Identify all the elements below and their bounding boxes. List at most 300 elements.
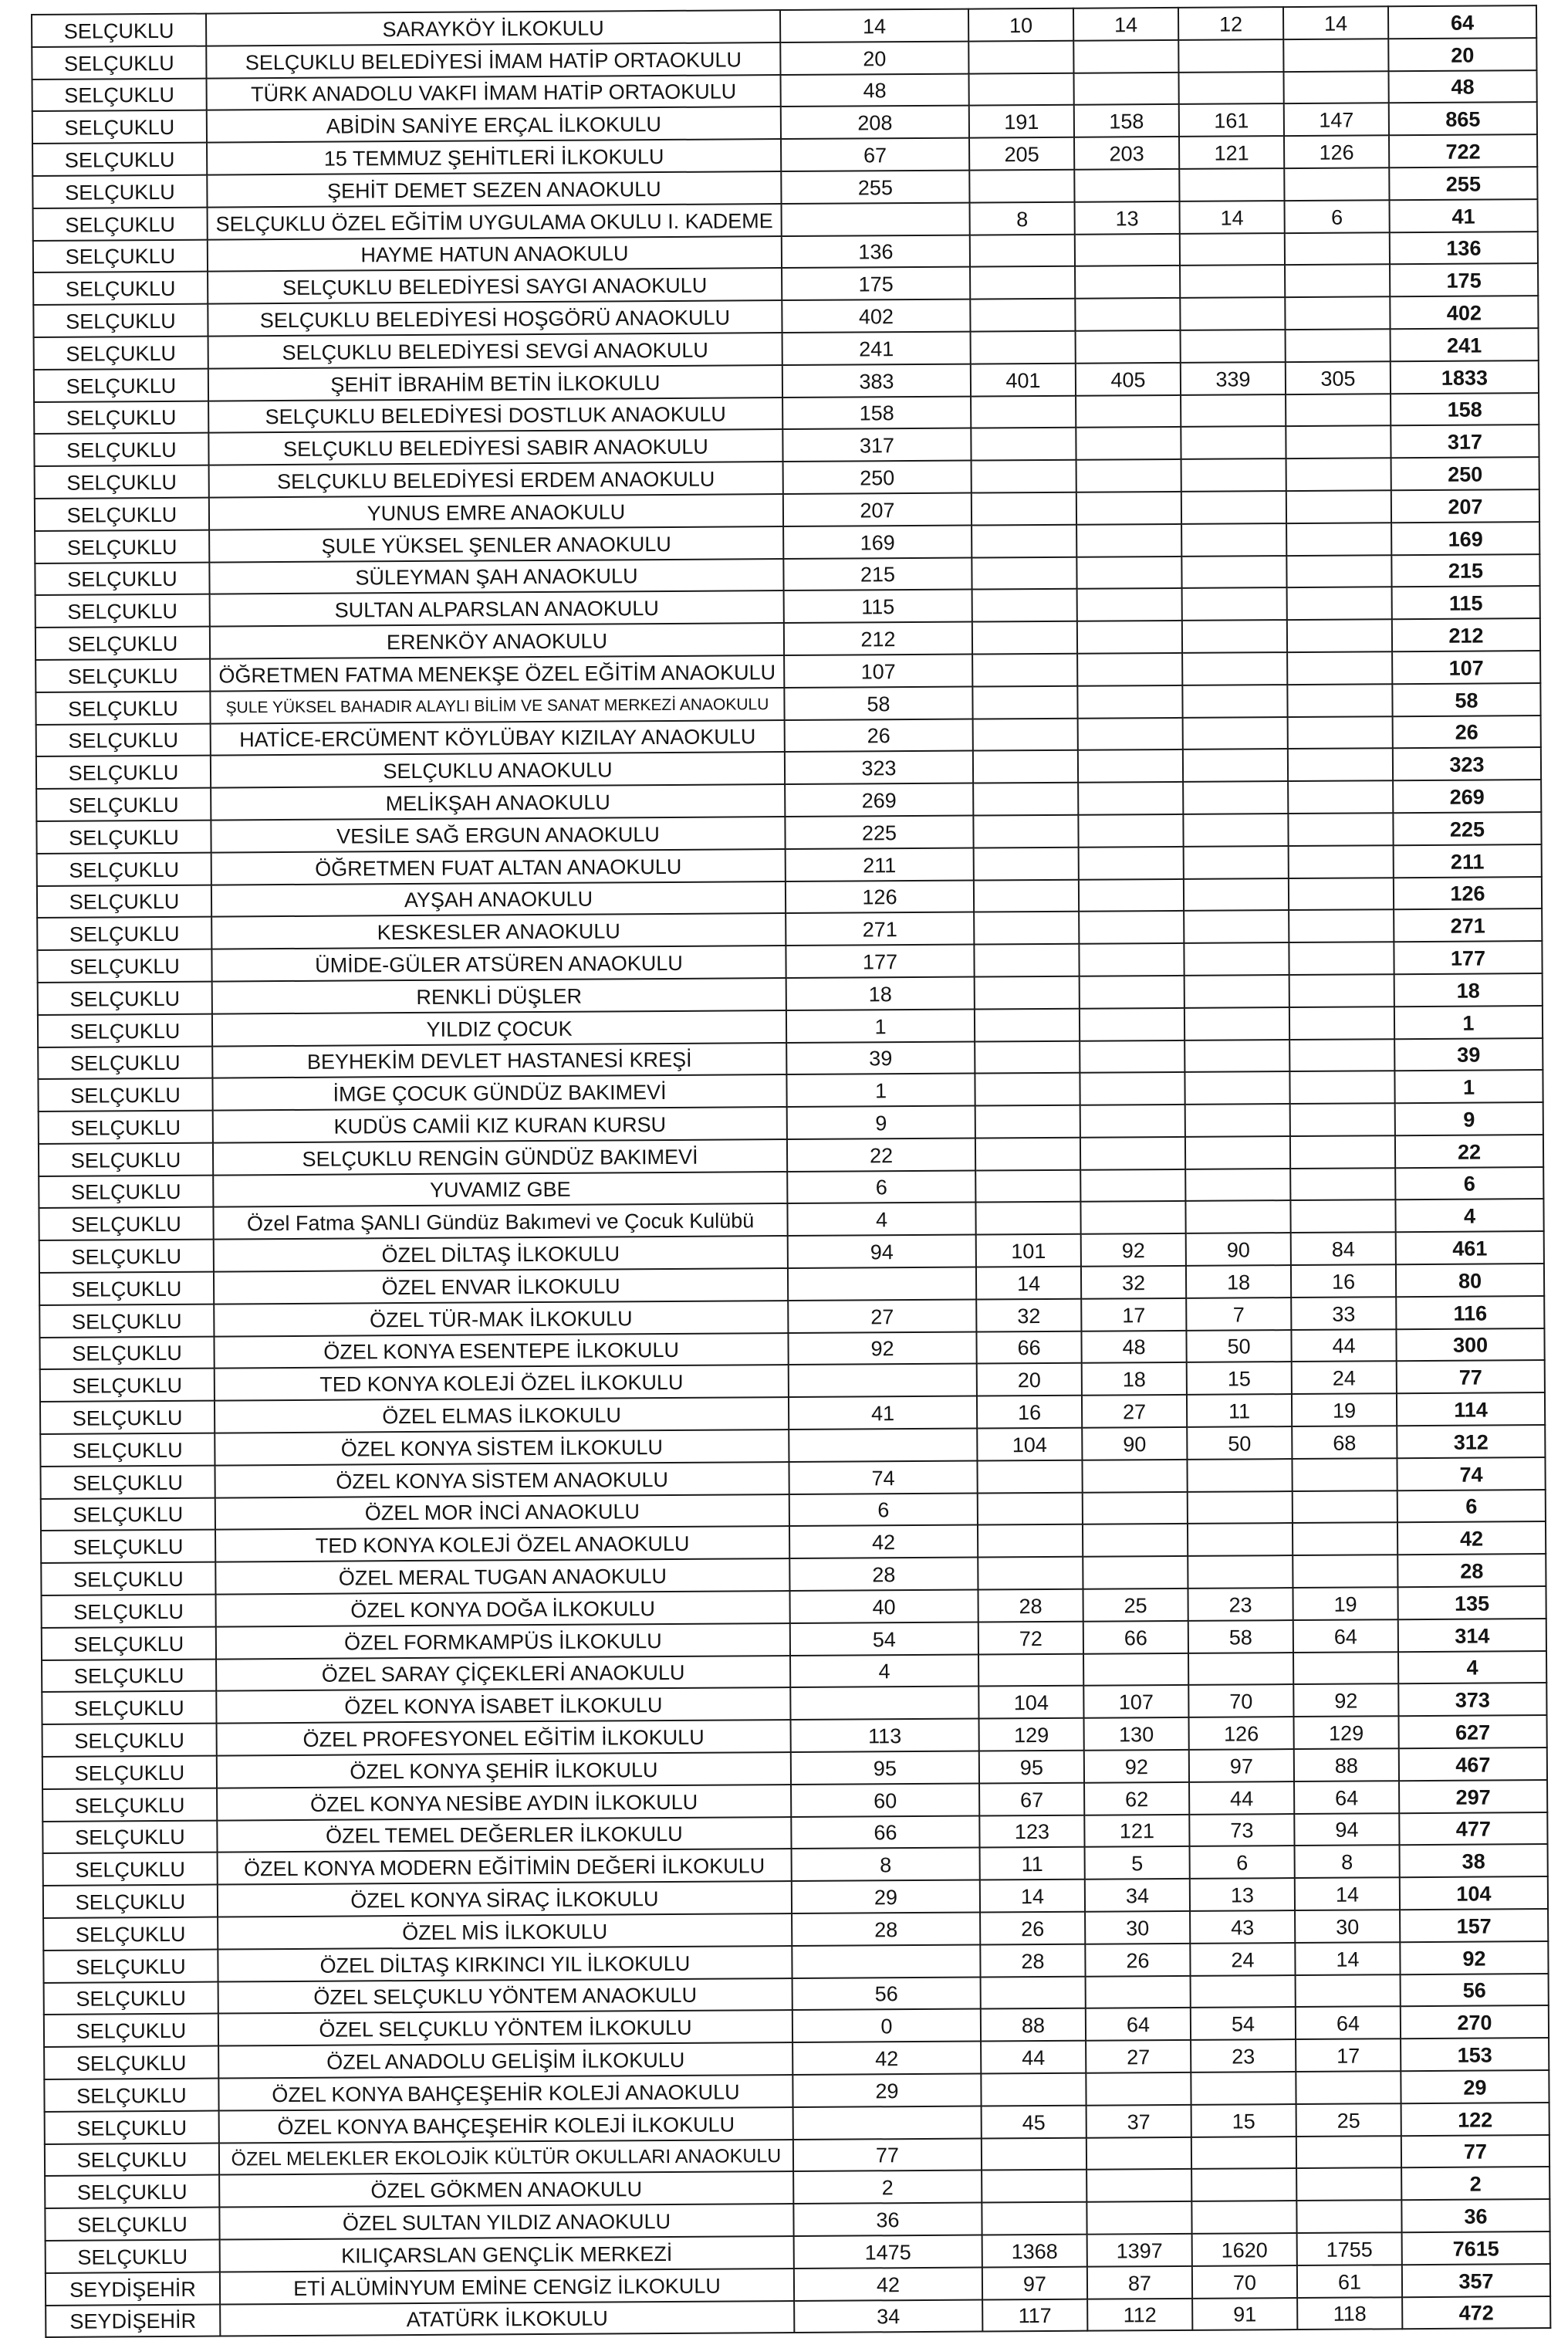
count-cell: 58: [784, 686, 972, 719]
school-name-cell: ÖZEL ELMAS İLKOKULU: [215, 1397, 789, 1433]
count-cell: 22: [787, 1138, 975, 1171]
grade1-cell: 32: [976, 1299, 1081, 1332]
district-cell: SELÇUKLU: [40, 1433, 215, 1467]
school-name-cell: KESKESLER ANAOKULU: [211, 913, 786, 949]
school-name-cell: MELİKŞAH ANAOKULU: [211, 784, 785, 820]
grade3-cell: 11: [1187, 1394, 1292, 1427]
district-cell: SELÇUKLU: [36, 756, 211, 789]
count-cell: 39: [786, 1041, 975, 1074]
district-cell: SELÇUKLU: [43, 1852, 218, 1886]
grade4-cell: [1290, 1168, 1395, 1201]
district-cell: SELÇUKLU: [33, 272, 208, 305]
count-cell: 54: [790, 1622, 978, 1655]
grade2-cell: [1083, 1524, 1188, 1557]
grade2-cell: [1086, 2072, 1191, 2106]
grade2-cell: [1079, 911, 1184, 944]
grade4-cell: [1296, 2168, 1401, 2201]
grade3-cell: 18: [1186, 1265, 1291, 1298]
district-cell: SELÇUKLU: [35, 691, 210, 724]
school-name-cell: ÖZEL KONYA SİSTEM İLKOKULU: [215, 1430, 789, 1465]
grade2-cell: 66: [1083, 1621, 1188, 1654]
total-cell: 64: [1388, 5, 1536, 39]
grade4-cell: [1289, 1007, 1394, 1040]
grade1-cell: 11: [980, 1847, 1085, 1880]
grade3-cell: 14: [1180, 201, 1285, 234]
grade3-cell: [1181, 556, 1286, 589]
school-name-cell: KILIÇARSLAN GENÇLİK MERKEZİ: [220, 2236, 794, 2272]
grade3-cell: 70: [1192, 2265, 1297, 2299]
count-cell: 175: [782, 267, 970, 300]
grade4-cell: [1287, 587, 1392, 621]
total-cell: 270: [1401, 2005, 1549, 2039]
school-name-cell: SELÇUKLU ÖZEL EĞİTİM UYGULAMA OKULU I. KADEME: [208, 204, 782, 239]
grade2-cell: [1086, 2169, 1191, 2202]
grade3-cell: [1183, 717, 1288, 750]
school-name-cell: SARAYKÖY İLKOKULU: [206, 10, 780, 46]
total-cell: 7615: [1402, 2231, 1550, 2265]
grade2-cell: [1077, 621, 1182, 654]
total-cell: 477: [1399, 1812, 1547, 1846]
total-cell: 373: [1398, 1683, 1546, 1716]
count-cell: 41: [789, 1396, 977, 1430]
count-cell: 40: [789, 1590, 978, 1623]
school-name-cell: ÖZEL MELEKLER EKOLOJİK KÜLTÜR OKULLARI ANAOKULU: [219, 2140, 793, 2175]
school-name-cell: ÖZEL ANADOLU GELİŞİM İLKOKULU: [218, 2042, 792, 2078]
grade4-cell: [1292, 1458, 1397, 1491]
district-cell: SELÇUKLU: [41, 1562, 215, 1595]
school-name-cell: BEYHEKİM DEVLET HASTANESİ KREŞİ: [212, 1043, 786, 1078]
grade2-cell: 107: [1083, 1685, 1188, 1718]
total-cell: 461: [1396, 1231, 1544, 1264]
count-cell: 6: [787, 1170, 975, 1203]
school-name-cell: SELÇUKLU BELEDİYESİ HOŞGÖRÜ ANAOKULU: [208, 300, 782, 336]
grade4-cell: 16: [1291, 1264, 1396, 1298]
district-cell: SELÇUKLU: [38, 981, 212, 1014]
total-cell: 116: [1396, 1296, 1544, 1329]
school-name-cell: ŞULE YÜKSEL ŞENLER ANAOKULU: [209, 526, 783, 562]
total-cell: 627: [1399, 1715, 1547, 1748]
school-name-cell: ÖZEL KONYA ŞEHİR İLKOKULU: [217, 1752, 791, 1788]
grade3-cell: [1184, 1071, 1289, 1105]
grade4-cell: [1289, 845, 1394, 878]
grade3-cell: [1178, 39, 1283, 73]
district-cell: SELÇUKLU: [42, 1595, 216, 1628]
grade4-cell: [1293, 1523, 1397, 1556]
total-cell: 4: [1398, 1651, 1546, 1684]
total-cell: 153: [1401, 2038, 1549, 2071]
grade3-cell: 1620: [1192, 2233, 1297, 2266]
count-cell: 77: [793, 2138, 982, 2171]
total-cell: 4: [1395, 1199, 1543, 1233]
school-name-cell: ÖZEL KONYA SİRAÇ İLKOKULU: [218, 1881, 792, 1917]
district-cell: SEYDİŞEHİR: [46, 2304, 220, 2337]
count-cell: 225: [785, 815, 973, 848]
count-cell: 6: [789, 1493, 978, 1526]
count-cell: 1: [786, 1009, 975, 1042]
grade3-cell: [1181, 426, 1286, 459]
grade4-cell: 305: [1286, 361, 1391, 394]
grade1-cell: [970, 299, 1075, 332]
grade4-cell: [1286, 555, 1391, 588]
school-name-cell: TED KONYA KOLEJİ ÖZEL ANAOKULU: [215, 1526, 789, 1561]
grade4-cell: [1296, 1974, 1401, 2008]
grade3-cell: [1184, 1040, 1289, 1073]
grade2-cell: 92: [1084, 1750, 1189, 1783]
district-cell: SELÇUKLU: [41, 1530, 215, 1563]
school-name-cell: ÖZEL TEMEL DEĞERLER İLKOKULU: [217, 1817, 791, 1852]
total-cell: 269: [1393, 780, 1541, 813]
count-cell: 27: [788, 1299, 976, 1332]
grade2-cell: [1083, 1556, 1188, 1589]
district-cell: SELÇUKLU: [37, 885, 211, 918]
grade2-cell: 14: [1073, 8, 1178, 41]
total-cell: 314: [1398, 1619, 1546, 1652]
grade1-cell: 14: [976, 1267, 1081, 1300]
grade3-cell: [1181, 458, 1286, 492]
grade1-cell: [978, 1524, 1083, 1558]
total-cell: 225: [1393, 812, 1541, 845]
grade4-cell: [1289, 1039, 1394, 1072]
district-cell: SELÇUKLU: [34, 433, 208, 466]
school-name-cell: ÖZEL SELÇUKLU YÖNTEM ANAOKULU: [218, 1978, 792, 2014]
district-cell: SELÇUKLU: [38, 1078, 212, 1111]
total-cell: 241: [1391, 328, 1539, 361]
grade3-cell: [1187, 1459, 1292, 1492]
total-cell: 6: [1395, 1167, 1543, 1200]
scanned-page: [31, 5, 1551, 2334]
grade1-cell: [975, 1105, 1080, 1139]
grade2-cell: [1077, 653, 1182, 686]
school-name-cell: SÜLEYMAN ŞAH ANAOKULU: [209, 559, 783, 594]
grade1-cell: [977, 1460, 1082, 1494]
grade3-cell: [1184, 878, 1289, 912]
total-cell: 136: [1390, 232, 1538, 265]
grade1-cell: [972, 460, 1076, 493]
grade2-cell: [1076, 492, 1181, 525]
count-cell: 60: [791, 1783, 979, 1816]
district-cell: SELÇUKLU: [34, 337, 208, 370]
count-cell: 126: [786, 880, 974, 913]
grade4-cell: 129: [1294, 1716, 1399, 1749]
grade4-cell: 61: [1297, 2265, 1402, 2298]
grade3-cell: [1180, 297, 1285, 330]
district-cell: SELÇUKLU: [32, 110, 207, 144]
grade3-cell: 23: [1188, 1588, 1293, 1621]
grade1-cell: [973, 750, 1078, 783]
total-cell: 1: [1394, 1006, 1543, 1039]
grade3-cell: [1188, 1491, 1293, 1524]
grade1-cell: [982, 2137, 1086, 2171]
grade4-cell: 1755: [1297, 2232, 1402, 2265]
school-name-cell: ÖZEL ENVAR İLKOKULU: [214, 1268, 788, 1304]
district-cell: SELÇUKLU: [35, 594, 210, 628]
school-name-cell: ÖZEL KONYA İSABET İLKOKULU: [216, 1687, 790, 1723]
grade2-cell: 25: [1083, 1589, 1188, 1622]
grade3-cell: 161: [1179, 103, 1284, 137]
count-cell: 107: [784, 654, 972, 687]
district-cell: SELÇUKLU: [38, 1013, 212, 1047]
school-name-cell: ÖĞRETMEN FATMA MENEKŞE ÖZEL EĞİTİM ANAOKULU: [210, 655, 784, 691]
total-cell: 271: [1394, 908, 1542, 942]
total-cell: 317: [1391, 425, 1539, 458]
grade3-cell: 97: [1189, 1749, 1294, 1782]
grade4-cell: [1286, 458, 1391, 491]
grade2-cell: [1082, 1460, 1187, 1493]
grade3-cell: [1191, 2072, 1296, 2105]
count-cell: [789, 1364, 977, 1397]
school-name-cell: ATATÜRK İLKOKULU: [220, 2301, 794, 2336]
district-cell: SELÇUKLU: [39, 1207, 213, 1240]
grade3-cell: 50: [1187, 1426, 1292, 1460]
district-cell: SELÇUKLU: [33, 304, 208, 337]
grade1-cell: 104: [977, 1428, 1082, 1461]
district-cell: SELÇUKLU: [43, 1949, 218, 1982]
count-cell: 95: [791, 1751, 979, 1785]
total-cell: 104: [1400, 1876, 1548, 1910]
grade3-cell: [1182, 652, 1287, 685]
grade3-cell: 7: [1186, 1298, 1291, 1331]
grade2-cell: 5: [1085, 1846, 1190, 1880]
grade4-cell: 64: [1296, 2007, 1401, 2040]
total-cell: 48: [1388, 70, 1536, 103]
district-cell: SELÇUKLU: [32, 143, 207, 176]
grade3-cell: 23: [1191, 2039, 1296, 2072]
grade1-cell: [975, 1040, 1080, 1074]
grade4-cell: [1293, 1490, 1397, 1524]
grade3-cell: [1188, 1524, 1293, 1557]
grade4-cell: 92: [1293, 1684, 1398, 1717]
school-name-cell: ÖZEL KONYA MODERN EĞİTİMİN DEĞERİ İLKOKULU: [218, 1849, 792, 1884]
district-cell: SELÇUKLU: [37, 949, 211, 983]
district-cell: SELÇUKLU: [38, 1046, 212, 1079]
grade2-cell: 13: [1075, 201, 1180, 235]
school-name-cell: TED KONYA KOLEJİ ÖZEL İLKOKULU: [215, 1365, 789, 1401]
grade2-cell: [1080, 1008, 1184, 1041]
grade1-cell: 104: [978, 1686, 1083, 1719]
grade2-cell: [1078, 782, 1183, 815]
grade3-cell: [1181, 330, 1286, 363]
district-cell: SELÇUKLU: [33, 239, 208, 272]
grade2-cell: 87: [1087, 2266, 1192, 2299]
count-cell: 115: [784, 590, 972, 623]
grade3-cell: [1184, 1007, 1289, 1040]
count-cell: 94: [788, 1235, 976, 1268]
grade3-cell: [1184, 910, 1289, 943]
grade1-cell: [982, 2170, 1086, 2203]
total-cell: 22: [1395, 1135, 1543, 1168]
grade2-cell: [1073, 73, 1178, 106]
grade1-cell: 67: [979, 1783, 1084, 1816]
school-name-cell: ÖZEL TÜR-MAK İLKOKULU: [214, 1301, 788, 1336]
grade2-cell: [1079, 943, 1184, 976]
count-cell: 9: [787, 1106, 975, 1139]
district-cell: SELÇUKLU: [42, 1659, 216, 1692]
total-cell: 38: [1400, 1844, 1548, 1877]
school-name-cell: SELÇUKLU BELEDİYESİ SEVGİ ANAOKULU: [208, 333, 782, 368]
grade3-cell: 13: [1190, 1878, 1295, 1911]
grade1-cell: 16: [977, 1396, 1082, 1429]
grade3-cell: 58: [1188, 1620, 1293, 1653]
count-cell: 317: [782, 428, 971, 462]
district-cell: SELÇUKLU: [32, 78, 207, 111]
school-name-cell: ÖĞRETMEN FUAT ALTAN ANAOKULU: [211, 849, 786, 885]
district-cell: SELÇUKLU: [39, 1111, 213, 1144]
grade4-cell: [1284, 167, 1389, 201]
school-name-cell: ÖZEL PROFESYONEL EĞİTİM İLKOKULU: [217, 1720, 791, 1755]
grade4-cell: 8: [1295, 1846, 1400, 1879]
district-cell: SELÇUKLU: [44, 2079, 218, 2112]
grade1-cell: [972, 557, 1076, 590]
grade3-cell: [1185, 1201, 1290, 1234]
grade2-cell: [1075, 233, 1180, 266]
grade1-cell: 14: [980, 1880, 1085, 1913]
district-cell: SELÇUKLU: [39, 1304, 214, 1337]
grade2-cell: [1073, 40, 1178, 73]
grade1-cell: 72: [978, 1622, 1083, 1655]
district-cell: SELÇUKLU: [45, 2208, 219, 2241]
district-cell: SELÇUKLU: [35, 659, 210, 692]
grade2-cell: [1080, 1201, 1185, 1234]
school-name-cell: YILDIZ ÇOCUK: [212, 1010, 786, 1046]
total-cell: 312: [1397, 1425, 1545, 1458]
count-cell: 177: [786, 945, 974, 978]
count-cell: [788, 1267, 976, 1301]
grade1-cell: [975, 1008, 1080, 1041]
table-body: [32, 5, 1550, 2337]
count-cell: [790, 1687, 978, 1720]
count-cell: 323: [785, 751, 973, 784]
school-name-cell: YUNUS EMRE ANAOKULU: [209, 494, 783, 530]
district-cell: SELÇUKLU: [42, 1820, 217, 1853]
total-cell: 175: [1390, 263, 1538, 296]
grade3-cell: 12: [1178, 7, 1283, 40]
grade3-cell: [1181, 491, 1286, 524]
count-cell: 113: [791, 1719, 979, 1752]
total-cell: 157: [1400, 1909, 1548, 1942]
count-cell: 42: [789, 1525, 978, 1558]
district-cell: SELÇUKLU: [45, 2175, 219, 2208]
school-name-cell: KUDÜS CAMİİ KIZ KURAN KURSU: [213, 1107, 787, 1142]
grade3-cell: [1180, 265, 1285, 298]
grade2-cell: [1083, 1653, 1188, 1687]
district-cell: SELÇUKLU: [43, 1917, 218, 1951]
total-cell: 323: [1393, 747, 1541, 780]
grade4-cell: [1293, 1555, 1397, 1588]
count-cell: 255: [781, 171, 969, 204]
grade2-cell: [1080, 1040, 1184, 1073]
district-cell: SELÇUKLU: [35, 627, 210, 660]
school-name-cell: TÜRK ANADOLU VAKFI İMAM HATİP ORTAOKULU: [207, 75, 781, 110]
total-cell: 1: [1394, 1070, 1543, 1103]
school-name-cell: ÖZEL MİS İLKOKULU: [218, 1913, 792, 1949]
grade4-cell: [1285, 296, 1390, 330]
total-cell: 357: [1402, 2264, 1550, 2297]
count-cell: 42: [792, 2042, 981, 2075]
district-cell: SELÇUKLU: [42, 1691, 216, 1724]
count-cell: 92: [788, 1331, 976, 1365]
total-cell: 9: [1395, 1102, 1543, 1135]
grade3-cell: [1184, 975, 1289, 1008]
grade2-cell: 27: [1086, 2040, 1191, 2073]
grade1-cell: 20: [977, 1363, 1082, 1396]
grade2-cell: [1083, 1492, 1188, 1525]
total-cell: 467: [1399, 1748, 1547, 1781]
district-cell: SELÇUKLU: [43, 1885, 218, 1918]
total-cell: 2: [1401, 2167, 1549, 2200]
count-cell: 271: [786, 912, 974, 946]
grade1-cell: 401: [971, 364, 1076, 397]
school-name-cell: ÖZEL MOR İNCİ ANAOKULU: [215, 1494, 789, 1530]
grade1-cell: 117: [982, 2299, 1087, 2332]
school-name-cell: YUVAMIZ GBE: [213, 1172, 787, 1207]
grade2-cell: 17: [1081, 1298, 1186, 1331]
count-cell: 42: [794, 2267, 982, 2300]
school-name-cell: ÖZEL MERAL TUGAN ANAOKULU: [215, 1558, 789, 1594]
grade4-cell: [1285, 265, 1390, 298]
grade2-cell: [1080, 1137, 1185, 1170]
grade2-cell: 92: [1081, 1233, 1186, 1267]
district-cell: SELÇUKLU: [40, 1465, 215, 1498]
school-name-cell: ŞEHİT İBRAHİM BETİN İLKOKULU: [208, 365, 782, 401]
school-name-cell: SELÇUKLU BELEDİYESİ İMAM HATİP ORTAOKULU: [206, 42, 780, 78]
district-cell: SELÇUKLU: [42, 1626, 216, 1660]
grade4-cell: [1286, 426, 1391, 459]
school-name-cell: ÖZEL KONYA BAHÇEŞEHİR KOLEJİ İLKOKULU: [219, 2107, 793, 2143]
grade1-cell: 45: [982, 2105, 1086, 2138]
grade1-cell: [974, 912, 1079, 945]
grade2-cell: 26: [1085, 1944, 1190, 1977]
count-cell: 212: [784, 622, 972, 655]
count-cell: 29: [792, 1880, 980, 1913]
grade1-cell: [981, 2073, 1086, 2106]
grade2-cell: 405: [1076, 363, 1181, 396]
count-cell: 28: [789, 1558, 978, 1591]
count-cell: 4: [790, 1654, 978, 1687]
grade3-cell: [1183, 814, 1288, 847]
count-cell: [793, 2106, 982, 2139]
grade1-cell: [968, 73, 1073, 106]
grade1-cell: [972, 621, 1077, 655]
district-cell: SELÇUKLU: [39, 1272, 214, 1305]
count-cell: 211: [786, 848, 974, 881]
school-name-cell: ETİ ALÜMİNYUM EMİNE CENGİZ İLKOKULU: [220, 2269, 794, 2304]
count-cell: 207: [783, 493, 972, 526]
grade4-cell: [1288, 780, 1393, 814]
grade3-cell: [1191, 2168, 1296, 2201]
school-name-cell: ÖZEL SARAY ÇİÇEKLERİ ANAOKULU: [216, 1656, 790, 1691]
school-name-cell: RENKLİ DÜŞLER: [212, 978, 786, 1013]
grade2-cell: 18: [1082, 1362, 1187, 1396]
district-cell: SELÇUKLU: [39, 1336, 214, 1369]
grade1-cell: 191: [969, 105, 1074, 138]
grade3-cell: 44: [1189, 1781, 1294, 1815]
total-cell: 74: [1397, 1457, 1545, 1490]
count-cell: 215: [783, 557, 972, 590]
total-cell: 212: [1392, 618, 1540, 651]
school-name-cell: ÖZEL FORMKAMPÜS İLKOKULU: [216, 1623, 790, 1659]
grade4-cell: [1289, 1071, 1394, 1105]
school-name-cell: İMGE ÇOCUK GÜNDÜZ BAKIMEVİ: [212, 1074, 786, 1110]
grade1-cell: [975, 1073, 1080, 1106]
total-cell: 122: [1401, 2103, 1549, 2136]
school-name-cell: HAYME HATUN ANAOKULU: [208, 236, 782, 272]
total-cell: 255: [1389, 167, 1537, 200]
grade3-cell: [1180, 233, 1285, 266]
district-cell: SELÇUKLU: [32, 175, 207, 208]
district-cell: SELÇUKLU: [44, 1981, 218, 2015]
grade1-cell: [975, 976, 1080, 1010]
grade2-cell: [1086, 2201, 1191, 2235]
